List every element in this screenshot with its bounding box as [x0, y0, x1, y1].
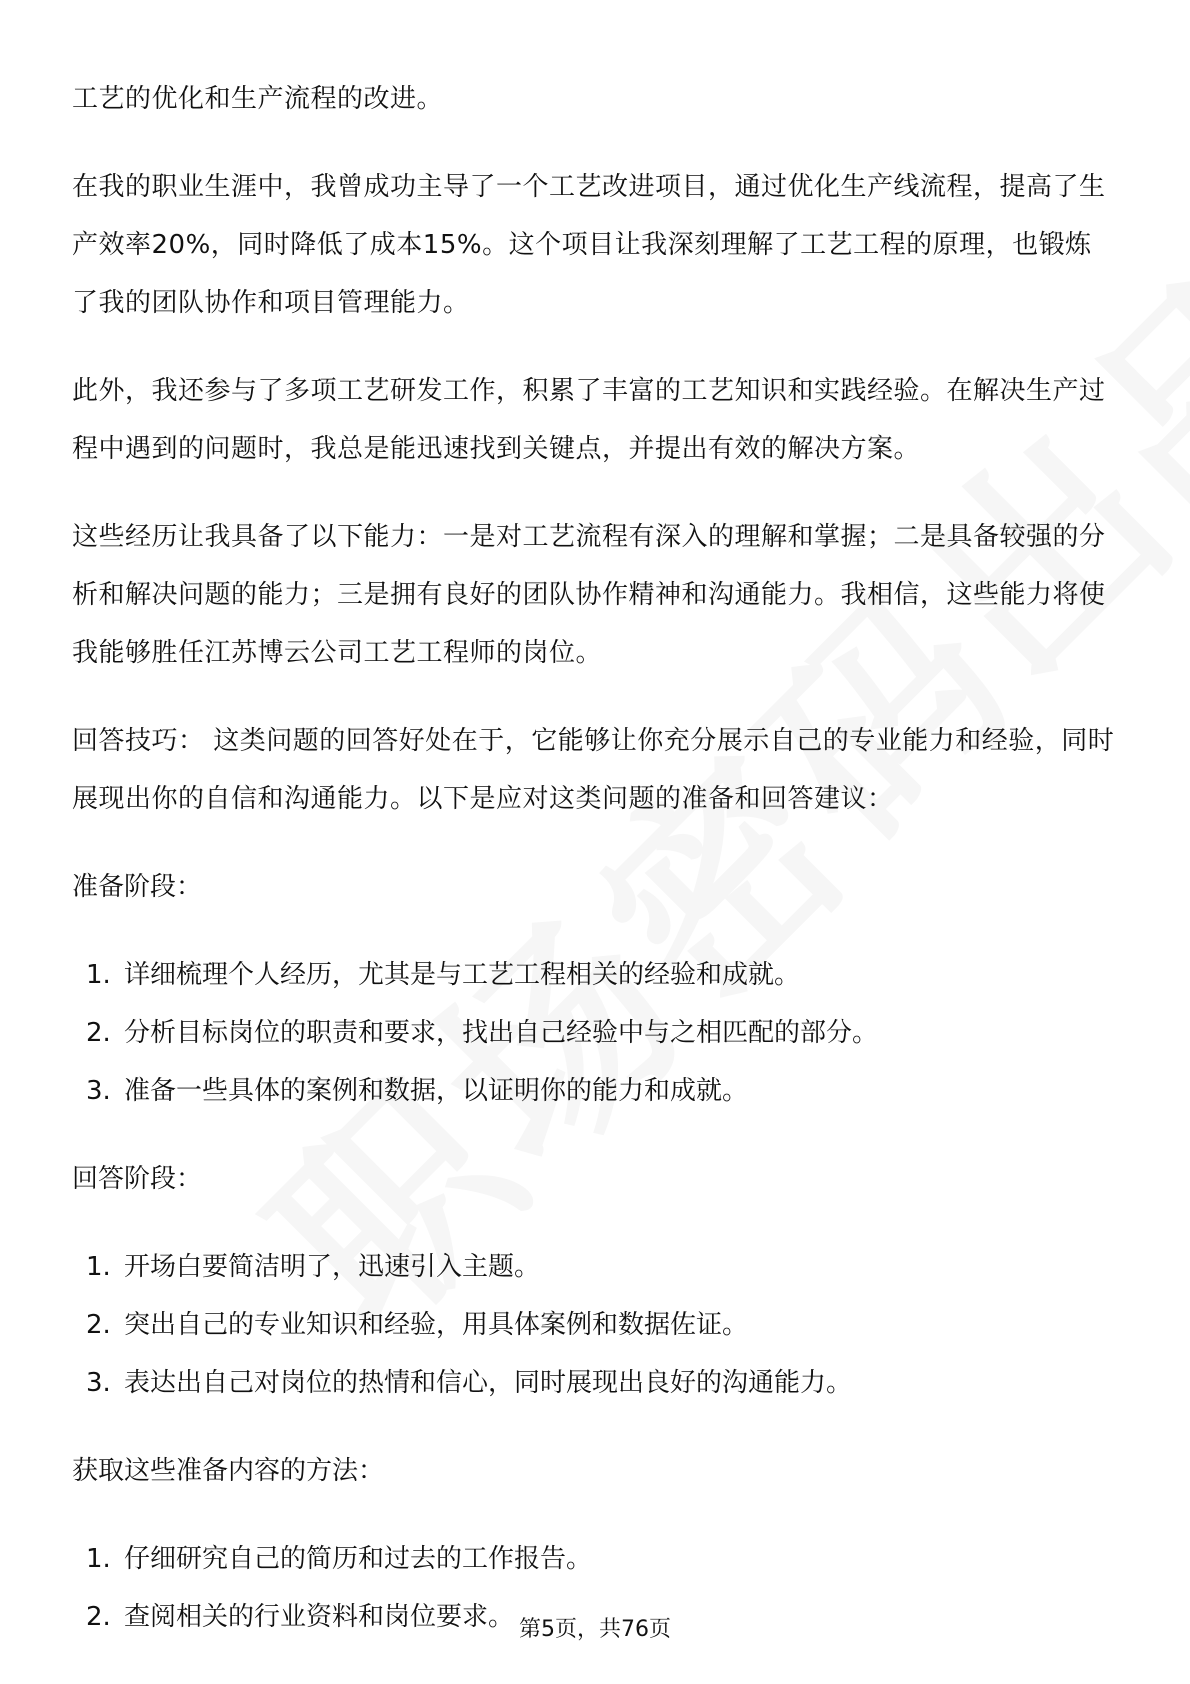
list-item — [72, 946, 1118, 1004]
page-number-footer: 第5页，共76页 — [519, 1617, 671, 1642]
paragraph: 这些经历让我具备了以下能力：一是对工艺流程有深入的理解和掌握；二是具备较强的分析和解决问题的能力；三是拥有良好的团队协作精神和沟通能力。我相信，这些能力将使我能够胜任江苏博云公司工艺工程师的岗位。 — [72, 522, 1106, 668]
answer-steps-list — [72, 1238, 1118, 1412]
answer-tips-paragraph: 回答技巧： 这类问题的回答好处在于，它能够让你充分展示自己的专业能力和经验，同时展现出你的自信和沟通能力。以下是应对这类问题的准备和回答建议： — [72, 726, 1115, 814]
list-item-number: 3. — [86, 1368, 111, 1398]
preparation-steps-list — [72, 946, 1118, 1120]
list-item-text: 开场白要简洁明了，迅速引入主题。 — [124, 1252, 541, 1282]
list-item-text: 查阅相关的行业资料和岗位要求。 — [124, 1602, 515, 1632]
list-item-number: 3. — [86, 1076, 111, 1106]
document-body — [72, 70, 1118, 1676]
list-item-text: 突出自己的专业知识和经验，用具体案例和数据佐证。 — [124, 1310, 749, 1340]
section-heading-answer: 回答阶段： — [72, 1164, 203, 1194]
list-item-number: 2. — [86, 1310, 111, 1340]
list-item-number: 2. — [86, 1018, 111, 1048]
list-item — [72, 1062, 1118, 1120]
list-item — [72, 1530, 1118, 1588]
list-item-text: 分析目标岗位的职责和要求，找出自己经验中与之相匹配的部分。 — [124, 1018, 879, 1048]
list-item — [72, 1296, 1118, 1354]
section-heading-preparation: 准备阶段： — [72, 872, 203, 902]
list-item-number: 1. — [86, 1252, 111, 1282]
paragraph: 工艺的优化和生产流程的改进。 — [72, 84, 444, 114]
list-item-text: 详细梳理个人经历，尤其是与工艺工程相关的经验和成就。 — [124, 960, 801, 990]
list-item-text: 仔细研究自己的简历和过去的工作报告。 — [124, 1544, 593, 1574]
list-item — [72, 1354, 1118, 1412]
list-item — [72, 1238, 1118, 1296]
paragraph: 在我的职业生涯中，我曾成功主导了一个工艺改进项目，通过优化生产线流程，提高了生产效率20%，同时降低了成本15%。这个项目让我深刻理解了工艺工程的原理，也锻炼了我的团队协作和项目管理能力。 — [72, 172, 1106, 318]
list-item — [72, 1004, 1118, 1062]
list-item-number: 1. — [86, 1544, 111, 1574]
list-item-text: 准备一些具体的案例和数据，以证明你的能力和成就。 — [124, 1076, 749, 1106]
list-item-number: 1. — [86, 960, 111, 990]
paragraph: 此外，我还参与了多项工艺研发工作，积累了丰富的工艺知识和实践经验。在解决生产过程中遇到的问题时，我总是能迅速找到关键点，并提出有效的解决方案。 — [72, 376, 1106, 464]
list-item-number: 2. — [86, 1602, 111, 1632]
list-item-text: 表达出自己对岗位的热情和信心，同时展现出良好的沟通能力。 — [124, 1368, 853, 1398]
section-heading-methods: 获取这些准备内容的方法： — [72, 1456, 385, 1486]
